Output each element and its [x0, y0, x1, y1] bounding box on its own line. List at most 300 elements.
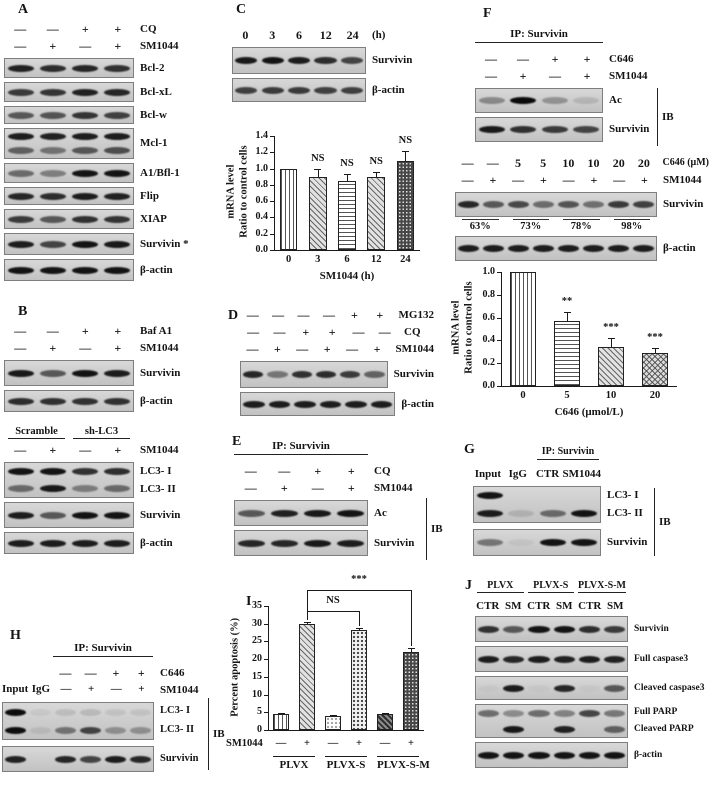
band-row: [5, 391, 133, 411]
protein-band: [633, 201, 654, 208]
blot-label: Cleaved PARP: [634, 724, 694, 735]
protein-band: [478, 752, 499, 759]
protein-band: [510, 126, 536, 133]
significance-label: **: [561, 295, 573, 307]
lane-mark: —: [278, 463, 291, 478]
protein-band: [104, 370, 131, 377]
protein-band: [340, 371, 360, 378]
lane-mark: —: [296, 341, 309, 356]
protein-band: [579, 685, 600, 692]
lane-label-row: [473, 466, 601, 483]
x-axis: [501, 386, 677, 387]
protein-band: [72, 540, 99, 547]
lane-label-row: [475, 598, 628, 615]
y-tick: [264, 624, 268, 625]
x-tick-label: 20: [649, 390, 661, 401]
lane-mark: —: [275, 738, 287, 749]
band-row: [456, 193, 656, 216]
error-bar-cap: [278, 713, 285, 714]
treatment-row-sm1044: [240, 340, 434, 357]
protein-band: [294, 401, 315, 408]
bracket-drop: [307, 590, 308, 620]
y-tick-label: 0.8: [482, 288, 495, 300]
lane-mark: —: [549, 68, 561, 83]
group-header: PLVX-S-M: [578, 580, 626, 591]
lane-mark: +: [81, 323, 89, 338]
protein-band: [8, 485, 35, 492]
blot-label: Survivin: [374, 536, 415, 549]
panel-a: [4, 2, 224, 294]
lane-mark: +: [114, 38, 122, 53]
lane-mark: —: [79, 442, 92, 457]
protein-band: [8, 193, 35, 200]
protein-band: [554, 710, 575, 717]
panel-d: [228, 300, 434, 430]
lane-mark: 10: [587, 155, 600, 170]
lane-mark: —: [14, 21, 27, 36]
bar: [377, 714, 393, 730]
protein-band: [104, 398, 131, 405]
treatment-row-c646: [2, 664, 230, 681]
protein-band: [478, 685, 499, 692]
lane-mark: —: [517, 51, 529, 66]
protein-band: [238, 510, 266, 517]
lane-mark: +: [81, 21, 89, 36]
treatment-name: SM1044: [140, 341, 179, 354]
error-bar-cap: [408, 648, 415, 649]
blot-image: [4, 209, 134, 229]
blot-label: XIAP: [140, 212, 167, 225]
band-row: [233, 48, 365, 73]
y-tick-label: 30: [252, 617, 262, 629]
y-tick: [264, 659, 268, 660]
lane-mark: Input: [2, 683, 29, 695]
protein-band: [304, 540, 332, 547]
percent-row: [455, 219, 657, 232]
significance-label: NS: [340, 158, 354, 170]
lane-mark: —: [485, 51, 497, 66]
lane-mark: —: [346, 341, 359, 356]
blot-row: [475, 646, 709, 672]
error-bar-cap: [330, 715, 337, 716]
protein-band: [72, 398, 99, 405]
protein-band: [604, 752, 625, 759]
band-row: [3, 747, 153, 771]
protein-band: [269, 401, 290, 408]
treatment-row-sm1044: [4, 339, 224, 356]
lane-mark: SM: [505, 600, 522, 612]
group-header-row: [4, 426, 134, 439]
error-bar-cap: [373, 172, 380, 173]
protein-band: [104, 133, 131, 140]
y-axis: [274, 136, 275, 250]
blot-label: β-actin: [140, 394, 173, 407]
protein-band: [528, 710, 549, 717]
protein-band: [105, 727, 126, 734]
y-tick: [270, 234, 274, 235]
protein-band: [72, 89, 99, 96]
bar: [510, 272, 536, 386]
blot-row: [475, 676, 709, 700]
significance-label: ***: [351, 574, 367, 586]
lane-mark: +: [280, 480, 288, 495]
protein-band: [477, 492, 503, 499]
x-tick-label: 12: [370, 254, 382, 265]
protein-band: [271, 540, 299, 547]
protein-band: [337, 510, 365, 517]
protein-band: [235, 87, 257, 94]
protein-band: [288, 57, 310, 64]
error-bar-cap: [402, 151, 409, 152]
protein-band: [633, 245, 654, 252]
dose-row-c646: [455, 154, 709, 171]
lane-mark: SM: [556, 600, 573, 612]
blot-image: [2, 746, 154, 772]
blot-image: [4, 58, 134, 78]
protein-band: [503, 710, 524, 717]
band-row: [5, 144, 133, 159]
comparison-bracket: [307, 590, 411, 591]
blot-label: Survivin: [140, 508, 181, 521]
blot-image: [475, 88, 603, 113]
lane-mark: IgG: [31, 683, 51, 695]
protein-band: [528, 685, 549, 692]
ip-header: IP: Survivin: [234, 440, 368, 455]
treatment-name: SM1044: [609, 69, 648, 82]
bracket-drop: [411, 590, 412, 646]
lane-mark: —: [486, 155, 499, 170]
protein-band: [8, 370, 35, 377]
treatment-row-sm1044: [4, 37, 224, 54]
lane-mark: +: [49, 442, 57, 457]
band-row: [235, 501, 367, 525]
protein-band: [579, 656, 600, 663]
lane-mark: +: [138, 683, 145, 695]
group-label: PLVX-S-M: [377, 759, 430, 771]
protein-band: [40, 398, 67, 405]
significance-label: NS: [369, 155, 383, 167]
protein-band: [533, 201, 554, 208]
y-tick-label: 35: [252, 600, 262, 611]
protein-band: [583, 245, 604, 252]
y-tick-label: 20: [252, 653, 262, 665]
protein-band: [314, 57, 336, 64]
protein-band: [5, 727, 26, 734]
y-tick: [264, 677, 268, 678]
protein-band: [8, 512, 35, 519]
lane-mark: —: [327, 738, 339, 749]
band-row: [476, 743, 627, 767]
bar: [273, 714, 289, 730]
y-tick: [497, 295, 501, 296]
error-bar-cap: [564, 312, 571, 313]
blot-label: A1/Bfl-1: [140, 166, 180, 179]
lane-mark: +: [347, 463, 355, 478]
protein-band: [130, 709, 151, 716]
y-tick: [497, 340, 501, 341]
lane-mark: Input: [474, 468, 502, 480]
protein-band: [5, 709, 26, 716]
blot-label: Survivin: [393, 368, 434, 381]
protein-band: [104, 241, 131, 248]
ib-label: IB: [659, 516, 671, 528]
lane-mark: CTR: [535, 468, 560, 480]
protein-band: [458, 245, 479, 252]
lane-mark: —: [311, 480, 324, 495]
ip-header: IP: Survivin: [53, 642, 153, 657]
bar: [299, 624, 315, 730]
protein-band: [571, 539, 597, 546]
blot-image: [475, 616, 628, 642]
blot-row: [2, 702, 230, 740]
ib-label: IB: [662, 111, 674, 123]
treatment-name: C646: [609, 52, 634, 65]
lane-mark: +: [114, 340, 122, 355]
protein-band: [80, 709, 101, 716]
group-header: sh-LC3: [73, 426, 130, 439]
treatment-name: SM1044: [160, 683, 199, 696]
protein-band: [554, 685, 575, 692]
blot-row: [4, 58, 224, 78]
protein-band: [72, 193, 99, 200]
comparison-bracket: [307, 611, 359, 612]
blot-image: [4, 259, 134, 281]
blot-label: Flip: [140, 189, 159, 202]
protein-band: [8, 540, 35, 547]
band-row: [476, 89, 602, 112]
lane-mark: 10: [562, 155, 575, 170]
protein-band: [483, 245, 504, 252]
protein-band: [8, 398, 35, 405]
bar: [338, 181, 356, 250]
protein-band: [478, 656, 499, 663]
blot-image: [4, 390, 134, 412]
treatment-name: CQ: [140, 22, 157, 35]
y-tick: [270, 136, 274, 137]
lane-mark: +: [408, 738, 414, 749]
y-tick-label: 0.0: [482, 380, 495, 391]
y-tick-label: 10: [252, 688, 262, 700]
protein-band: [130, 756, 151, 763]
group-underline: [273, 756, 315, 757]
apoptosis-bar-chart: [226, 572, 440, 790]
lane-mark: SM: [607, 600, 624, 612]
panel-g: [446, 438, 708, 572]
blot-label: Survivin: [372, 54, 413, 67]
blot-label: Full PARP: [634, 707, 678, 718]
y-tick-label: 0.8: [255, 178, 268, 190]
bar: [309, 177, 327, 250]
timepoint-row: [232, 26, 432, 43]
protein-band: [235, 57, 257, 64]
panel-e: [232, 434, 443, 570]
blot-row: [240, 361, 434, 388]
protein-band: [40, 267, 67, 274]
blot-row: [4, 360, 224, 386]
bar: [598, 347, 624, 386]
protein-band: [80, 727, 101, 734]
blot-row: [4, 390, 224, 412]
bar: [403, 652, 419, 730]
y-tick-label: 1.0: [255, 162, 268, 174]
lane-mark: —: [485, 68, 497, 83]
protein-band: [477, 510, 503, 517]
ib-bracket: [208, 698, 223, 770]
lane-mark: —: [46, 323, 59, 338]
protein-band: [5, 756, 26, 763]
lane-mark: 6: [295, 27, 302, 42]
protein-band: [554, 626, 575, 633]
lane-mark: +: [373, 341, 381, 356]
protein-band: [314, 87, 336, 94]
blot-row: [455, 192, 709, 217]
blot-label: LC3- I: [140, 464, 172, 477]
protein-band: [72, 147, 99, 154]
lane-mark: —: [272, 307, 285, 322]
treatment-row-cq: [240, 323, 434, 340]
protein-band: [558, 245, 579, 252]
lane-mark: +: [350, 307, 358, 322]
blot-row: [4, 259, 224, 281]
band-row: [5, 164, 133, 182]
treatment-name: C646 (μM): [662, 157, 709, 168]
significance-label: ***: [603, 322, 619, 334]
bar: [367, 177, 385, 250]
protein-band: [8, 65, 35, 72]
protein-band: [371, 401, 392, 408]
protein-band: [478, 626, 499, 633]
lane-mark: 3: [269, 27, 276, 42]
panel-a-label: A: [18, 2, 29, 17]
protein-band: [55, 727, 76, 734]
error-bar-cap: [608, 338, 615, 339]
y-tick: [270, 217, 274, 218]
blot-row: [4, 233, 224, 255]
band-row: [3, 721, 153, 739]
panel-h-label: H: [10, 628, 21, 643]
blot-label: Full caspase3: [634, 653, 689, 664]
blot-image: [473, 486, 601, 523]
treatment-name: CQ: [374, 464, 391, 477]
protein-band: [104, 147, 131, 154]
error-bar-cap: [356, 628, 363, 629]
protein-band: [604, 726, 625, 733]
band-row: [5, 107, 133, 123]
protein-band: [479, 97, 505, 104]
lane-mark: +: [273, 341, 281, 356]
protein-band: [554, 656, 575, 663]
lane-mark: +: [583, 51, 591, 66]
lane-mark: +: [376, 307, 384, 322]
protein-band: [337, 540, 365, 547]
lane-mark: +: [137, 665, 145, 680]
bar: [325, 716, 341, 730]
panel-j: [443, 572, 709, 790]
blot-label: Mcl-1: [140, 137, 168, 150]
lane-mark: CTR: [527, 600, 551, 612]
x-tick-label: 24: [400, 254, 411, 265]
y-tick-label: 1.4: [255, 130, 268, 141]
band-row: [235, 531, 367, 555]
group-underline: [377, 756, 419, 757]
percent-label: 78%: [563, 219, 600, 232]
blot-image: [473, 529, 601, 556]
protein-band: [608, 245, 629, 252]
blot-row: [234, 530, 437, 556]
blot-label: LC3- II: [140, 482, 176, 495]
protein-band: [40, 216, 67, 223]
panel-j-label: J: [465, 578, 472, 593]
panel-h: [2, 618, 230, 788]
protein-band: [130, 727, 151, 734]
treatment-row-sm1044: [4, 441, 224, 458]
protein-band: [8, 89, 35, 96]
lane-mark: +: [489, 172, 497, 187]
lane-mark: +: [114, 21, 122, 36]
protein-band: [72, 170, 99, 177]
protein-band: [540, 539, 566, 546]
protein-band: [105, 709, 126, 716]
lane-mark: +: [112, 665, 120, 680]
band-row: [5, 480, 133, 497]
blot-image: [475, 704, 628, 738]
blot-label: Survivin *: [140, 237, 189, 250]
treatment-row-bafa1: [4, 322, 224, 339]
protein-band: [8, 170, 35, 177]
blot-label: LC3- I: [160, 705, 191, 717]
bar: [280, 169, 298, 250]
protein-band: [40, 540, 67, 547]
blot-image: [475, 676, 628, 700]
band-row: [5, 503, 133, 527]
group-header-row: [475, 580, 628, 593]
blot-row: [4, 106, 224, 124]
blot-label: Survivin: [609, 123, 650, 136]
blot-label: Bcl-w: [140, 108, 167, 121]
x-tick-label: 0: [285, 254, 292, 265]
protein-band: [104, 170, 131, 177]
lane-mark: —: [84, 665, 97, 680]
y-axis-label: mRNA level Ratio to control cells: [225, 145, 249, 238]
band-row: [476, 647, 627, 671]
blot-image: [4, 128, 134, 159]
band-row: [5, 463, 133, 480]
lane-mark: +: [551, 51, 559, 66]
y-tick: [264, 606, 268, 607]
error-bar: [318, 169, 319, 176]
y-tick-label: 5: [257, 706, 262, 718]
ib-label: IB: [431, 523, 443, 535]
protein-band: [72, 133, 99, 140]
error-bar: [567, 312, 568, 321]
blot-row: [4, 163, 224, 183]
lane-mark: +: [114, 442, 122, 457]
y-tick: [270, 169, 274, 170]
panel-d-label: D: [228, 308, 239, 323]
lane-mark: —: [60, 683, 72, 695]
blot-row: [475, 742, 709, 768]
ip-header: IP: Survivin: [537, 446, 599, 460]
protein-band: [104, 193, 131, 200]
panel-c: [225, 2, 432, 292]
protein-band: [292, 371, 312, 378]
y-axis-label: Percent apoptosis (%): [229, 617, 241, 717]
band-row: [474, 487, 600, 505]
blot-row: [4, 502, 224, 528]
protein-band: [508, 539, 534, 546]
protein-band: [40, 65, 67, 72]
protein-band: [508, 510, 534, 517]
